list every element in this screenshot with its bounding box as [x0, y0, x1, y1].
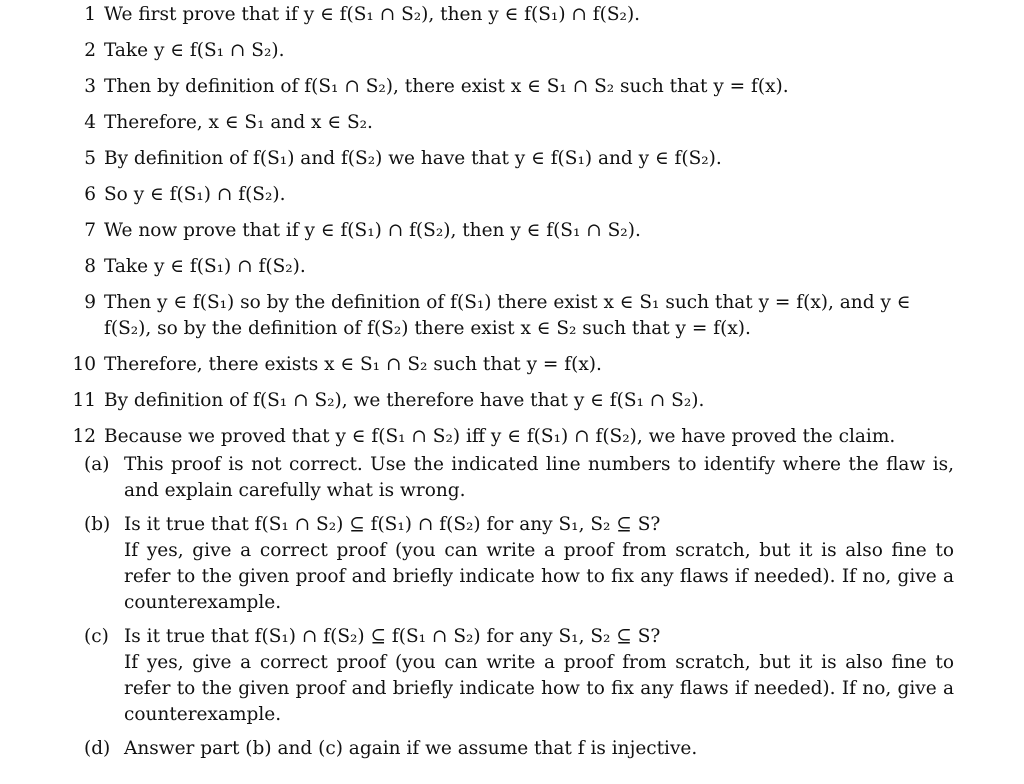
question-note: If yes, give a correct proof (you can write a proof from scratch, but it is also fine to refer to the given proof and briefly indicate how to fix any flaws if needed). If no, give a counterexample. — [124, 652, 954, 725]
question-note: If yes, give a correct proof (you can write a proof from scratch, but it is also fine to refer to the given proof and briefly indicate how to fix any flaws if needed). If no, give a counterexample. — [124, 540, 954, 613]
line-text: Because we proved that y ∈ f(S₁ ∩ S₂) iff y ∈ f(S₁) ∩ f(S₂), we have proved the claim. — [104, 426, 896, 447]
line-number: 6 — [84, 184, 96, 205]
line-number: 11 — [72, 390, 96, 411]
question-label: (d) — [84, 738, 111, 759]
question-c — [84, 624, 964, 728]
line-text: We first prove that if y ∈ f(S₁ ∩ S₂), then y ∈ f(S₁) ∩ f(S₂). — [104, 4, 641, 25]
line-text: Then y ∈ f(S₁) so by the definition of f(S₁) there exist x ∈ S₁ such that y = f(x), and y ∈ f(S₂), so by the definition of f(S₂) there exist x ∈ S₂ such that y = f(x). — [104, 292, 911, 339]
line-text: Take y ∈ f(S₁) ∩ f(S₂). — [104, 256, 306, 277]
line-number: 3 — [84, 76, 96, 97]
proof-line-1 — [62, 0, 962, 36]
line-text: Therefore, there exists x ∈ S₁ ∩ S₂ such that y = f(x). — [104, 354, 602, 375]
line-text: Therefore, x ∈ S₁ and x ∈ S₂. — [104, 112, 373, 133]
question-text: This proof is not correct. Use the indicated line numbers to identify where the flaw is, and explain carefully what is wrong. — [124, 454, 954, 501]
line-text: Then by definition of f(S₁ ∩ S₂), there exist x ∈ S₁ ∩ S₂ such that y = f(x). — [104, 76, 789, 97]
question-label: (a) — [84, 454, 110, 475]
line-number: 2 — [84, 40, 96, 61]
question-d — [84, 736, 964, 762]
proof-line-2 — [62, 36, 962, 72]
question-text: Answer part (b) and (c) again if we assume that f is injective. — [124, 738, 698, 759]
proof-line-5 — [62, 144, 962, 180]
proof-line-10 — [62, 350, 962, 386]
line-number: 12 — [72, 426, 96, 447]
proof-line-8 — [62, 252, 962, 288]
proof-line-7 — [62, 216, 962, 252]
question-list — [84, 452, 964, 770]
proof-line-9 — [62, 288, 962, 350]
proof-line-11 — [62, 386, 962, 422]
line-number: 10 — [72, 354, 96, 375]
line-text: Take y ∈ f(S₁ ∩ S₂). — [104, 40, 285, 61]
line-number: 4 — [84, 112, 96, 133]
proof-line-6 — [62, 180, 962, 216]
proof-line-4 — [62, 108, 962, 144]
line-text: We now prove that if y ∈ f(S₁) ∩ f(S₂), then y ∈ f(S₁ ∩ S₂). — [104, 220, 641, 241]
line-text: So y ∈ f(S₁) ∩ f(S₂). — [104, 184, 286, 205]
question-text: Is it true that f(S₁ ∩ S₂) ⊆ f(S₁) ∩ f(S₂) for any S₁, S₂ ⊆ S? — [124, 514, 661, 535]
line-text: By definition of f(S₁ ∩ S₂), we therefore have that y ∈ f(S₁ ∩ S₂). — [104, 390, 705, 411]
line-number: 1 — [84, 4, 96, 25]
line-text: By definition of f(S₁) and f(S₂) we have that y ∈ f(S₁) and y ∈ f(S₂). — [104, 148, 722, 169]
question-text: Is it true that f(S₁) ∩ f(S₂) ⊆ f(S₁ ∩ S₂) for any S₁, S₂ ⊆ S? — [124, 626, 661, 647]
question-a — [84, 452, 964, 504]
question-label: (b) — [84, 514, 111, 535]
question-b — [84, 512, 964, 616]
line-number: 9 — [84, 292, 96, 313]
line-number: 5 — [84, 148, 96, 169]
proof-line-3 — [62, 72, 962, 108]
line-number: 8 — [84, 256, 96, 277]
proof-lines — [62, 0, 962, 458]
line-number: 7 — [84, 220, 96, 241]
question-label: (c) — [84, 626, 109, 647]
